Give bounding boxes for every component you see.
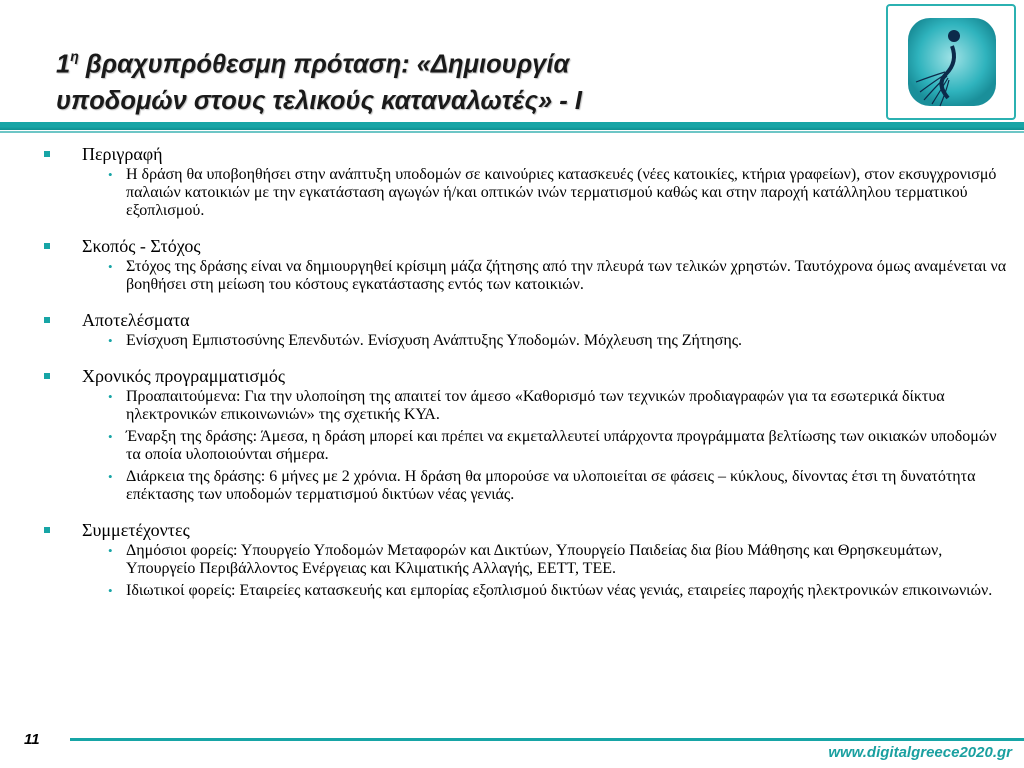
title-line-1: βραχυπρόθεσμη πρόταση: «Δημιουργία — [78, 50, 570, 79]
list-item-text: Διάρκεια της δράσης: 6 μήνες με 2 χρόνια. Η δράση θα μπορούσε να υλοποιείται σε φάσεις – κύκλους, δίνοντας έτσι τη δυνατότητα επέκτασης των υποδομών τερματισμού δικτύων νέας γενιάς. — [126, 468, 976, 503]
section-heading-text: Περιγραφή — [82, 144, 163, 164]
list-item — [42, 582, 1007, 600]
section-heading — [42, 234, 1007, 258]
bullet-icon: • — [108, 259, 113, 274]
list-item-text: Ιδιωτικοί φορείς: Εταιρείες κατασκευής και εμπορίας εξοπλισμού δικτύων νέας γενιάς, εταιρείες παροχής ηλεκτρονικών επικοινωνιών. — [126, 582, 993, 599]
square-bullet-icon — [44, 317, 50, 323]
section-goal — [42, 234, 1007, 294]
title-line-2: υποδομών στους τελικούς καταναλωτές» - Ι — [56, 86, 582, 115]
list-item — [42, 332, 1007, 350]
list-item-text: Έναρξη της δράσης: Άμεσα, η δράση μπορεί και πρέπει να εκμεταλλευτεί υπάρχοντα προγράμματα βελτίωσης των οικιακών υποδομών τα οποία υλοποιούνται σήμερα. — [126, 428, 997, 463]
bullet-icon: • — [108, 167, 113, 182]
list-item — [42, 468, 1007, 504]
bullet-icon: • — [108, 389, 113, 404]
section-heading-text: Συμμετέχοντες — [82, 520, 190, 540]
page-number: 11 — [24, 731, 40, 748]
title-divider — [0, 122, 1024, 130]
section-heading — [42, 142, 1007, 166]
section-description — [42, 142, 1007, 220]
title-ordinal: η — [70, 48, 79, 64]
section-heading-text: Σκοπός - Στόχος — [82, 236, 201, 256]
list-item — [42, 428, 1007, 464]
section-participants — [42, 518, 1007, 600]
list-item — [42, 388, 1007, 424]
section-heading-text: Χρονικός προγραμματισμός — [82, 366, 285, 386]
section-results — [42, 308, 1007, 350]
bullet-icon: • — [108, 583, 113, 598]
slide-content — [42, 142, 1007, 614]
list-item — [42, 542, 1007, 578]
list-item-text: Δημόσιοι φορείς: Υπουργείο Υποδομών Μεταφορών και Δικτύων, Υπουργείο Παιδείας δια βίου Μάθησης και Θρησκευμάτων, Υπουργείο Περιβάλλοντος Ενέργειας και Κλιματικής Αλλαγής, ΕΕΤΤ, ΤΕΕ. — [126, 542, 943, 577]
footer-divider — [70, 738, 1024, 741]
section-heading — [42, 364, 1007, 388]
footer-url[interactable]: www.digitalgreece2020.gr — [828, 744, 1012, 761]
square-bullet-icon — [44, 151, 50, 157]
section-heading-text: Αποτελέσματα — [82, 310, 190, 330]
section-heading — [42, 518, 1007, 542]
digital-greece-logo-icon — [906, 14, 998, 112]
slide-title — [56, 40, 876, 119]
square-bullet-icon — [44, 243, 50, 249]
square-bullet-icon — [44, 527, 50, 533]
list-item-text: Η δράση θα υποβοηθήσει στην ανάπτυξη υποδομών σε καινούριες κατασκευές (νέες κατοικίες, κτήρια γραφείων), στον εκσυγχρονισμό παλαιών κατοικιών με την εγκατάσταση αγωγών ή/και οπτικών ινών τερματισμού καθώς και στην παροχή κατάλληλου τερματικού εξοπλισμού. — [126, 166, 997, 219]
bullet-icon: • — [108, 333, 113, 348]
bullet-icon: • — [108, 543, 113, 558]
list-item-text: Στόχος της δράσης είναι να δημιουργηθεί κρίσιμη μάζα ζήτησης από την πλευρά των τελικών χρηστών. Ταυτόχρονα όμως αναμένεται να βοηθήσει στη μείωση του κόστους εγκατάστασης εντός των κατοικιών. — [126, 258, 1007, 293]
list-item — [42, 166, 1007, 220]
bullet-icon: • — [108, 429, 113, 444]
section-heading — [42, 308, 1007, 332]
square-bullet-icon — [44, 373, 50, 379]
list-item-text: Ενίσχυση Εμπιστοσύνης Επενδυτών. Ενίσχυση Ανάπτυξης Υποδομών. Μόχλευση της Ζήτησης. — [126, 332, 743, 349]
digital-greece-logo — [886, 4, 1016, 120]
list-item — [42, 258, 1007, 294]
list-item-text: Προαπαιτούμενα: Για την υλοποίηση της απαιτεί τον άμεσο «Καθορισμό των τεχνικών προδιαγραφών για τα εσωτερικά δίκτυα ηλεκτρονικών επικοινωνιών» της σχετικής ΚΥΑ. — [126, 388, 945, 423]
title-divider-thin — [0, 131, 1024, 133]
title-number: 1 — [56, 50, 71, 79]
bullet-icon: • — [108, 469, 113, 484]
section-schedule — [42, 364, 1007, 504]
